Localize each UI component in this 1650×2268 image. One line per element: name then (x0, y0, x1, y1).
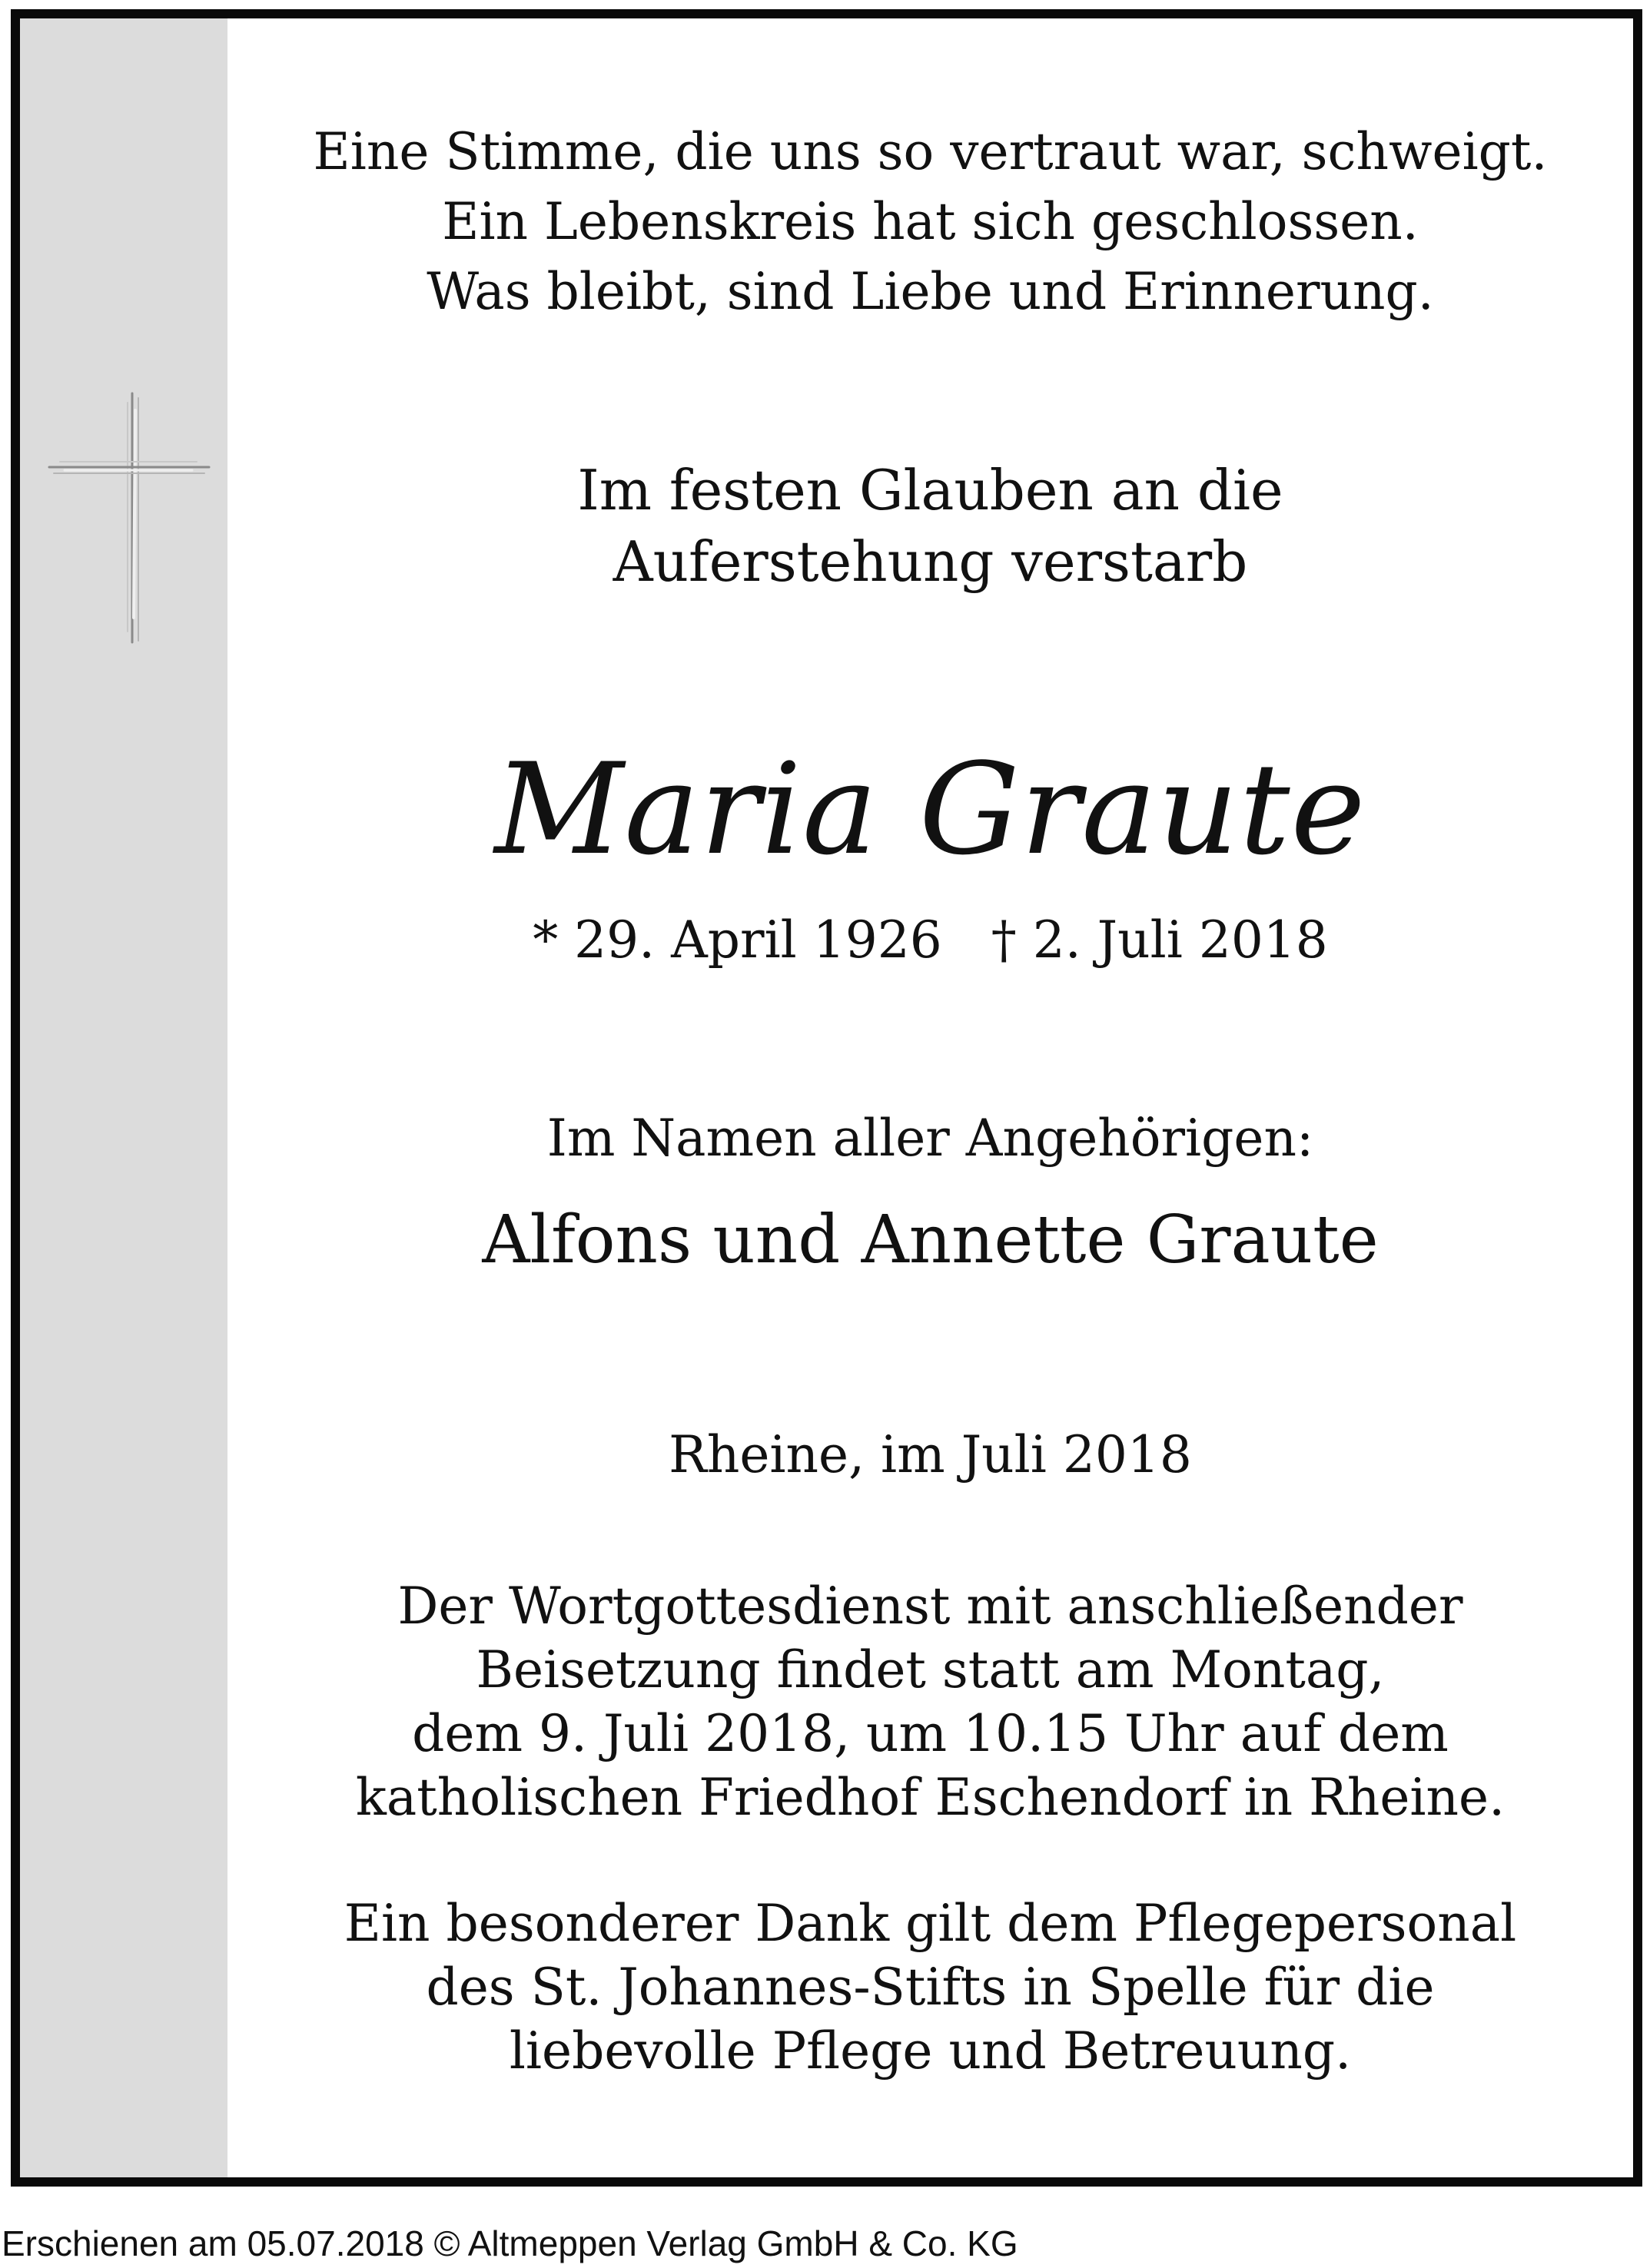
behalf-label: Im Namen aller Angehörigen: (546, 1109, 1314, 1168)
mourner-names: Alfons und Annette Graute (482, 1202, 1379, 1278)
obituary-content (227, 18, 1633, 2177)
verse-line: Eine Stimme, die uns so vertraut war, schweigt. (313, 122, 1548, 181)
intro-line: Im festen Glauben an die (577, 458, 1283, 522)
verse-line: Ein Lebenskreis hat sich geschlossen. (442, 192, 1419, 251)
intro-text (227, 455, 1633, 598)
death-date: † 2. Juli 2018 (991, 910, 1328, 970)
thanks-note (227, 1892, 1633, 2083)
verse-line: Was bleibt, sind Liebe und Erinnerung. (427, 262, 1434, 321)
obituary-frame (11, 9, 1642, 2187)
birth-date: * 29. April 1926 (533, 910, 942, 970)
intro-line: Auferstehung verstarb (613, 529, 1248, 594)
publication-footer: Erschienen am 05.07.2018 © Altmeppen Verlag GmbH & Co. KG (2, 2223, 1018, 2263)
side-strip (20, 18, 227, 2177)
thanks-line: liebevolle Pflege und Betreuung. (509, 2021, 1352, 2081)
life-dates (227, 910, 1633, 971)
thanks-line: Ein besonderer Dank gilt dem Pflegepersonal (344, 1894, 1517, 1953)
service-info (227, 1574, 1633, 1829)
service-line: katholischen Friedhof Eschendorf in Rheine. (355, 1768, 1506, 1827)
service-line: Beisetzung findet statt am Montag, (476, 1640, 1385, 1699)
service-line: Der Wortgottesdienst mit anschließender (397, 1577, 1463, 1636)
thanks-line: des St. Johannes-Stifts in Spelle für die (426, 1958, 1435, 2017)
service-line: dem 9. Juli 2018, um 10.15 Uhr auf dem (412, 1704, 1449, 1763)
deceased-name: Maria Graute (494, 736, 1366, 883)
opening-verse (227, 117, 1633, 327)
cross-icon (46, 387, 215, 648)
place-date: Rheine, im Juli 2018 (669, 1425, 1192, 1484)
